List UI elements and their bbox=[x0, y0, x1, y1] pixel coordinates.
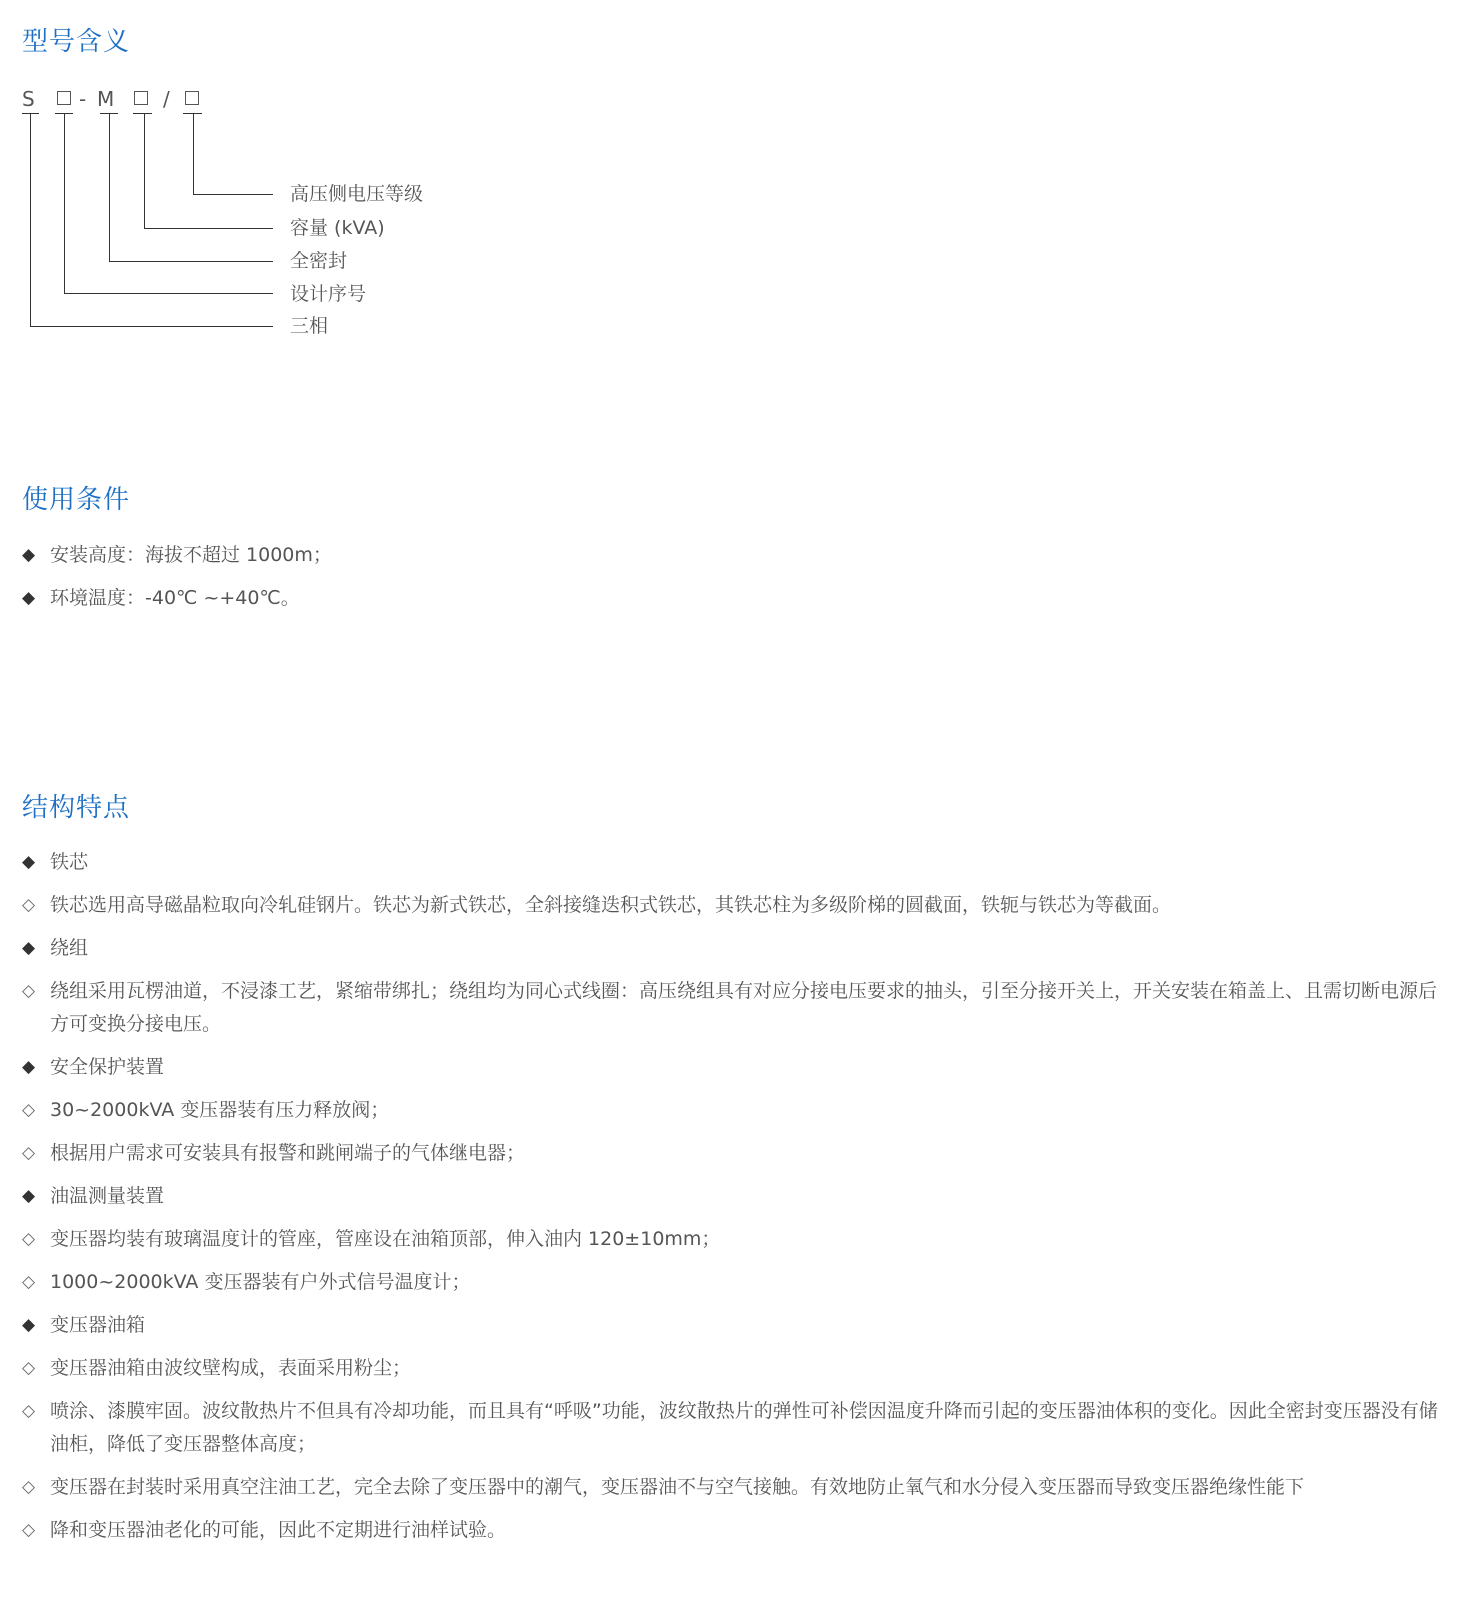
oil-tank-corrugated-wall: 变压器油箱由波纹壁构成，表面采用粉尘； bbox=[50, 1357, 412, 1379]
leader-vertical-design bbox=[64, 113, 65, 293]
list-item bbox=[22, 1180, 1447, 1213]
solid-diamond-icon: ◆ bbox=[22, 545, 36, 565]
list-item bbox=[22, 1471, 1447, 1504]
core-description: 铁芯选用高导磁晶粒取向冷轧硅钢片。铁芯为新式铁芯，全斜接缝迭积式铁芯，其铁芯柱为多级阶梯的圆截面，铁轭与铁芯为等截面。 bbox=[50, 894, 1172, 916]
leader-horizontal-design bbox=[64, 293, 273, 294]
solid-diamond-icon: ◆ bbox=[22, 1057, 36, 1077]
list-item bbox=[22, 1352, 1447, 1385]
structure-features-list bbox=[22, 846, 1447, 1547]
winding-description: 绕组采用瓦楞油道，不浸漆工艺，紧缩带绑扎；绕组均为同心式线圈：高压绕组具有对应分接电压要求的抽头，引至分接开关上，开关安装在箱盖上、且需切断电源后方可变换分接电压。 bbox=[50, 980, 1438, 1035]
code-letter-s: S bbox=[22, 87, 35, 111]
heading-core: 铁芯 bbox=[50, 851, 89, 873]
hollow-diamond-icon: ◇ bbox=[22, 1358, 36, 1378]
leader-vertical-m bbox=[109, 113, 110, 261]
list-item bbox=[22, 932, 1447, 965]
heading-winding: 绕组 bbox=[50, 937, 89, 959]
safety-pressure-relief: 30~2000kVA 变压器装有压力释放阀； bbox=[50, 1099, 390, 1121]
oil-tank-vacuum-filling: 变压器在封装时采用真空注油工艺，完全去除了变压器中的潮气，变压器油不与空气接触。有效地防止氧气和水分侵入变压器而导致变压器绝缘性能下 bbox=[50, 1476, 1305, 1498]
list-item bbox=[22, 1309, 1447, 1342]
model-code-diagram bbox=[0, 0, 480, 360]
heading-oil-tank: 变压器油箱 bbox=[50, 1314, 146, 1336]
legend-three-phase: 三相 bbox=[290, 315, 329, 337]
solid-diamond-icon: ◆ bbox=[22, 938, 36, 958]
usage-conditions-title: 使用条件 bbox=[22, 485, 131, 515]
list-item bbox=[22, 1137, 1447, 1170]
hollow-diamond-icon: ◇ bbox=[22, 1401, 36, 1421]
list-item bbox=[22, 1223, 1447, 1256]
hollow-diamond-icon: ◇ bbox=[22, 895, 36, 915]
list-item bbox=[22, 539, 1447, 572]
leader-vertical-capacity bbox=[144, 113, 145, 228]
code-letter-m: M bbox=[97, 87, 115, 111]
hollow-diamond-icon: ◇ bbox=[22, 1229, 36, 1249]
legend-design-serial: 设计序号 bbox=[290, 283, 367, 305]
list-item bbox=[22, 1514, 1447, 1547]
condition-temperature: 环境温度：-40℃ ~+40℃。 bbox=[50, 587, 300, 609]
safety-gas-relay: 根据用户需求可安装具有报警和跳闸端子的气体继电器； bbox=[50, 1142, 526, 1164]
list-item bbox=[22, 1266, 1447, 1299]
list-item bbox=[22, 846, 1447, 879]
usage-conditions-list bbox=[22, 539, 1447, 615]
legend-voltage-level: 高压侧电压等级 bbox=[290, 183, 424, 205]
legend-capacity: 容量 (kVA) bbox=[290, 217, 385, 239]
hollow-diamond-icon: ◇ bbox=[22, 1477, 36, 1497]
list-item bbox=[22, 975, 1447, 1041]
code-placeholder-voltage bbox=[185, 91, 199, 105]
solid-diamond-icon: ◆ bbox=[22, 852, 36, 872]
solid-diamond-icon: ◆ bbox=[22, 1315, 36, 1335]
code-slash: / bbox=[163, 87, 170, 111]
oil-tank-aging-prevention: 降和变压器油老化的可能，因此不定期进行油样试验。 bbox=[50, 1519, 507, 1541]
oil-tank-breathing-function: 喷涂、漆膜牢固。波纹散热片不但具有冷却功能，而且具有“呼吸”功能，波纹散热片的弹性可补偿因温度升降而引起的变压器油体积的变化。因此全密封变压器没有储油柜，降低了变压器整体高度； bbox=[50, 1400, 1438, 1455]
hollow-diamond-icon: ◇ bbox=[22, 1100, 36, 1120]
legend-full-seal: 全密封 bbox=[290, 250, 348, 272]
hollow-diamond-icon: ◇ bbox=[22, 981, 36, 1001]
hollow-diamond-icon: ◇ bbox=[22, 1143, 36, 1163]
model-meaning-title: 型号含义 bbox=[22, 27, 131, 57]
leader-vertical-s bbox=[30, 113, 31, 326]
code-placeholder-design bbox=[57, 91, 71, 105]
code-dash: - bbox=[79, 87, 87, 111]
heading-oil-temperature: 油温测量装置 bbox=[50, 1185, 165, 1207]
list-item bbox=[22, 1051, 1447, 1084]
leader-horizontal-capacity bbox=[144, 228, 273, 229]
list-item bbox=[22, 1395, 1447, 1461]
leader-vertical-voltage bbox=[193, 113, 194, 194]
heading-safety-protection: 安全保护装置 bbox=[50, 1056, 165, 1078]
code-placeholder-capacity bbox=[134, 91, 148, 105]
leader-horizontal-m bbox=[109, 261, 273, 262]
oil-temp-outdoor-thermometer: 1000~2000kVA 变压器装有户外式信号温度计； bbox=[50, 1271, 471, 1293]
condition-altitude: 安装高度：海拔不超过 1000m； bbox=[50, 544, 332, 566]
solid-diamond-icon: ◆ bbox=[22, 1186, 36, 1206]
leader-horizontal-voltage bbox=[193, 194, 273, 195]
solid-diamond-icon: ◆ bbox=[22, 588, 36, 608]
list-item bbox=[22, 582, 1447, 615]
oil-temp-thermometer-seat: 变压器均装有玻璃温度计的管座，管座设在油箱顶部，伸入油内 120±10mm； bbox=[50, 1228, 721, 1250]
structure-features-title: 结构特点 bbox=[22, 793, 131, 823]
tick-capacity bbox=[133, 113, 152, 114]
hollow-diamond-icon: ◇ bbox=[22, 1272, 36, 1292]
hollow-diamond-icon: ◇ bbox=[22, 1520, 36, 1540]
leader-horizontal-s bbox=[30, 326, 273, 327]
list-item bbox=[22, 1094, 1447, 1127]
list-item bbox=[22, 889, 1447, 922]
